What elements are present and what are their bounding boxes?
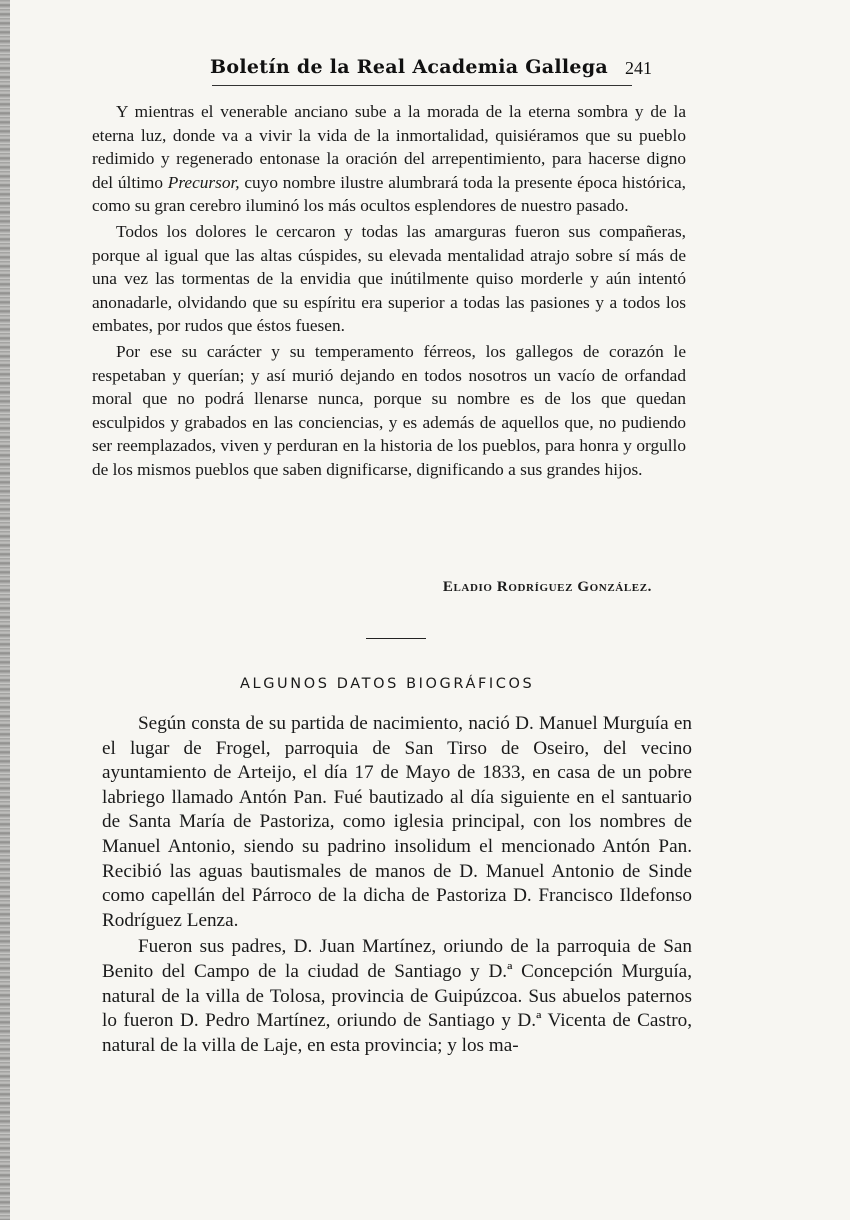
author-signature: Eladio Rodríguez González.	[442, 579, 652, 595]
header-rule	[212, 85, 632, 86]
paragraph-text-end: cuyo nombre ilustre alumbrará toda la presente época histórica, como su gran cerebro iluminó los más ocultos esplendores de nuestro pasado.	[92, 172, 686, 216]
paragraph-text-start: Y mientras el venerable anciano sube a la morada de la eterna sombra y de la eterna luz, donde va a vivir la vida de la inmortalidad, quisiéramos que su pueblo redimido y regenerado entonase la oración del arrepentimiento, para hacerse digno del último	[92, 102, 686, 192]
article-two-paragraph-1: Según consta de su partida de nacimiento, nació D. Manuel Murguía en el lugar de Frogel, parroquia de San Tirso de Oseiro, del vecino ayuntamiento de Arteijo, el día 17 de Mayo de 1833, en casa de un pobre labriego llamado Antón Pan. Fué bautizado al día siguiente en el santuario de Santa María de Pastoriza, como iglesia principal, con los nombres de Manuel Antonio, siendo su padrino insolidum el mencionado Antón Pan. Recibió las aguas bautismales de manos de D. Manuel Antonio de Sinde como capellán del Párroco de la dicha de Pastoriza D. Francisco Ildefonso Rodríguez Lenza.	[102, 713, 692, 931]
article-one-paragraph-3: Por ese su carácter y su temperamento férreos, los gallegos de corazón le respetaban y querían; y así murió dejando en todos nosotros un vacío de orfandad moral que no podrá llenarse nunca, porque su nombre es de los que quedan esculpidos y grabados en las conciencias, y es además de aquellos que, no pudiendo ser reemplazados, viven y perduran en la historia de los pueblos, para honra y orgullo de los mismos pueblos que saben dignificarse, dignificando a sus grandes hijos.	[92, 341, 686, 479]
emphasized-word: Precursor,	[167, 172, 240, 192]
journal-title: Boletín de la Real Academia Gallega	[210, 56, 609, 78]
running-header	[210, 56, 660, 90]
section-heading: ALGUNOS DATOS BIOGRÁFICOS	[240, 676, 535, 692]
article-two-paragraph-2: Fueron sus padres, D. Juan Martínez, oriundo de la parroquia de San Benito del Campo de la ciudad de Santiago y D.ª Concepción Murguía, natural de la villa de Tolosa, provincia de Guipúzcoa. Sus abuelos paternos lo fueron D. Pedro Martínez, oriundo de Santiago y D.ª Vicenta de Castro, natural de la villa de Laje, en esta provincia; y los ma-	[102, 936, 692, 1056]
article-one-body	[92, 100, 686, 482]
page-number: 241	[625, 58, 652, 78]
section-separator	[366, 638, 426, 639]
article-two-body	[102, 712, 692, 1058]
article-one-paragraph-1	[92, 100, 686, 218]
article-one-paragraph-2: Todos los dolores le cercaron y todas las amarguras fueron sus compañeras, porque al igual que las altas cúspides, su elevada mentalidad atrajo sobre sí más de una vez las tormentas de la envidia que inútilmente quiso morderle y aún intentó anonadarle, olvidando que su espíritu era superior a todas las pasiones y a todos los embates, por rudos que éstos fuesen.	[92, 221, 686, 336]
